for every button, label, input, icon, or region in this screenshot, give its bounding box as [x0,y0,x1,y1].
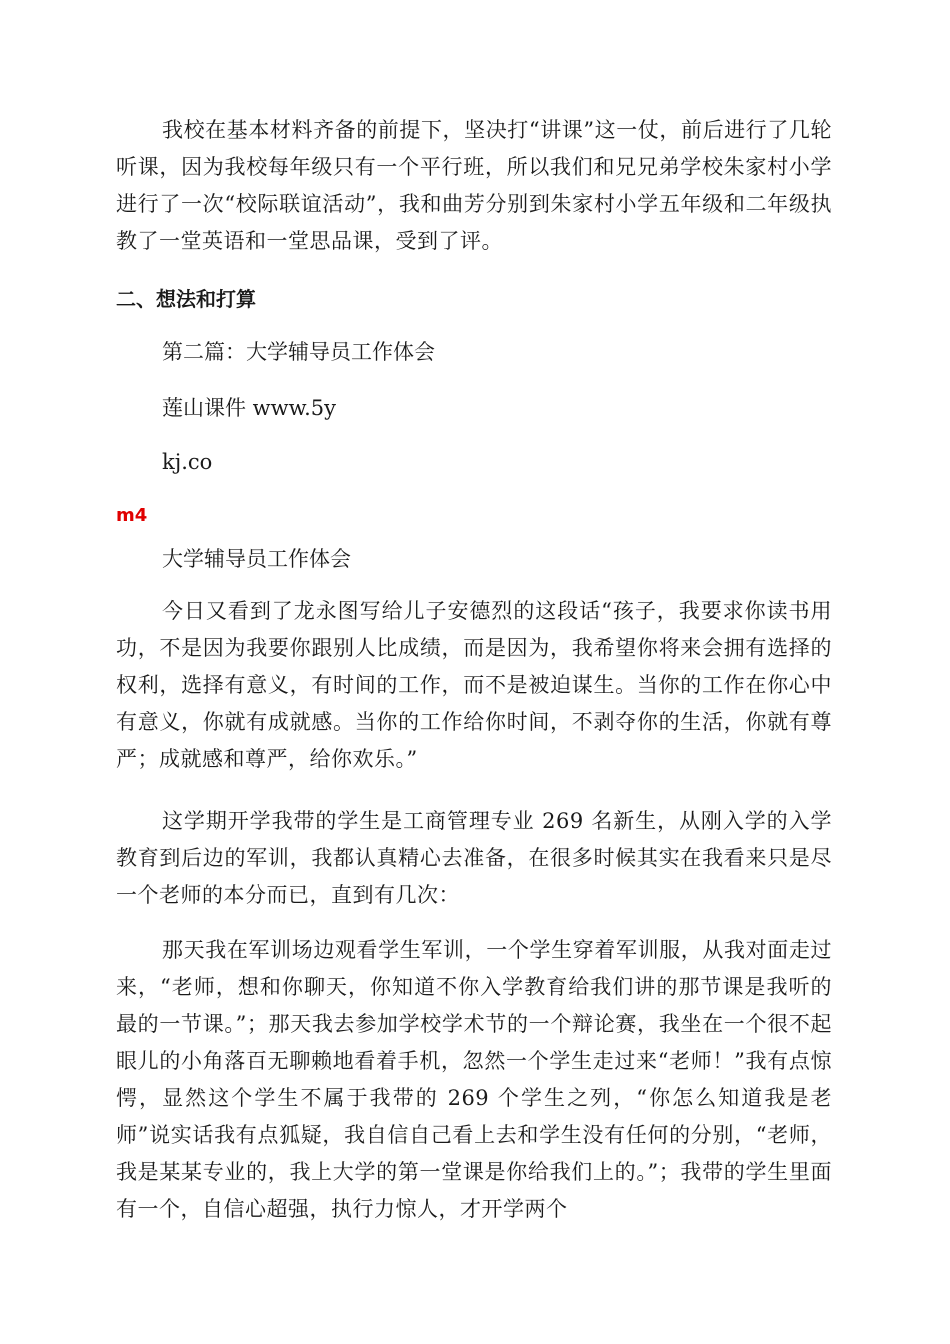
red-marker-text: m4 [116,505,148,526]
paragraph-quote: 今日又看到了龙永图写给儿子安德烈的这段话“孩子，我要求你读书用功，不是因为我要你跟别人比成绩，而是因为，我希望你将来会拥有选择的权利，选择有意义，有时间的工作，而不是被迫谋生。当你的工作在你心中有意义，你就有成就感。当你的工作给你时间，不剥夺你的生活，你就有尊严；成就感和尊严，给你欢乐。” [116,599,832,771]
source-line-1: 莲山课件 www.5y [162,396,337,420]
paragraph-anecdotes: 那天我在军训场边观看学生军训，一个学生穿着军训服，从我对面走过来，“老师，想和你聊天，你知道不你入学教育给我们讲的那节课是我听的最的一节课。”；那天我去参加学校学术节的一个辩论赛，我坐在一个很不起眼儿的小角落百无聊赖地看着手机，忽然一个学生走过来“老师！”我有点惊愕，显然这个学生不属于我带的 269 个学生之列，“你怎么知道我是老师”说实话我有点狐疑，我自信自己看上去和学生没有任何的分别，“老师，我是某某专业的，我上大学的第一堂课是你给我们上的。”；我带的学生里面有一个，自信心超强，执行力惊人，才开学两个 [116,938,832,1221]
article-subtitle: 大学辅导员工作体会 [162,547,351,571]
section-heading: 二、想法和打算 [116,287,256,311]
source-line-2: kj.co [162,450,213,474]
paragraph-teaching-practice: 我校在基本材料齐备的前提下，坚决打“讲课”这一仗，前后进行了几轮听课，因为我校每年级只有一个平行班，所以我们和兄兄弟学校朱家村小学进行了一次“校际联谊活动”，我和曲芳分别到朱家村小学五年级和二年级执教了一堂英语和一堂思品课，受到了评。 [116,118,832,253]
article-title-line: 第二篇：大学辅导员工作体会 [162,340,435,364]
paragraph-new-students: 这学期开学我带的学生是工商管理专业 269 名新生，从刚入学的入学教育到后边的军训，我都认真精心去准备，在很多时候其实在我看来只是尽一个老师的本分而已，直到有几次： [116,809,832,907]
